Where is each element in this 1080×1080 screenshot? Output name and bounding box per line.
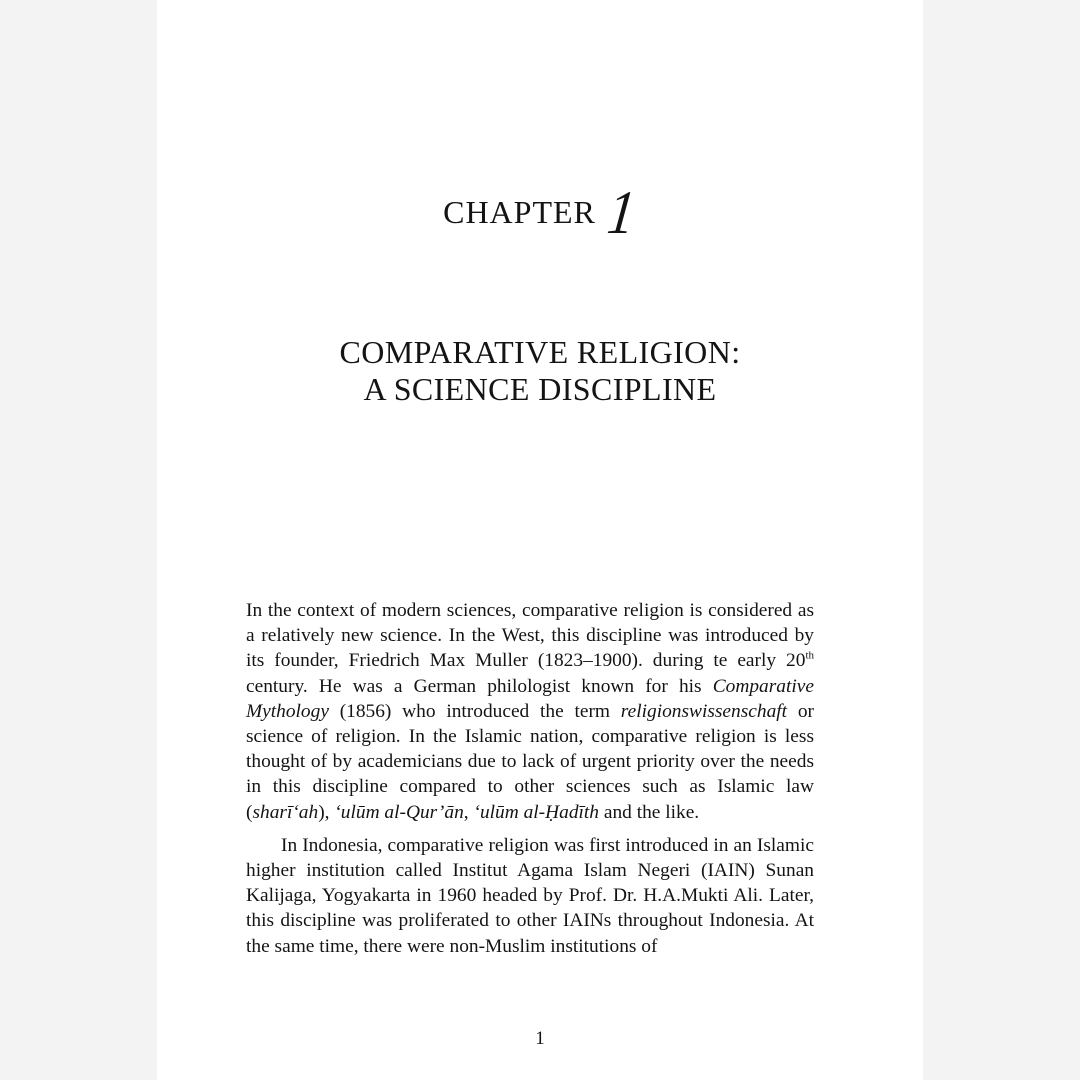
book-title: Comparative Mythology (246, 675, 814, 722)
paragraph-1-text: , (463, 801, 474, 823)
paragraph-1 (246, 598, 814, 825)
body-text (246, 598, 814, 959)
chapter-title-line-1: COMPARATIVE RELIGION: (339, 334, 741, 370)
chapter-label: CHAPTER (443, 194, 596, 230)
paragraph-2: In Indonesia, comparative religion was first introduced in an Islamic higher institution called Institut Agama Islam Negeri (IAIN) Sunan Kalijaga, Yogyakarta in 1960 headed by Prof. Dr. H.A.Mukti Ali. Later, this discipline was proliferated to other IAINs throughout Indonesia. At the same time, there were non-Muslim institutions of (246, 834, 814, 957)
page-number: 1 (535, 1028, 545, 1049)
paragraph-1-text: or science of religion. In the Islamic nation, comparative religion is less thought of by academicians due to lack of urgent priority over the needs in this discipline compared to other sciences such as Islamic law ( (246, 700, 814, 823)
paragraph-1-text: In the context of modern sciences, comparative religion is considered as a relatively new science. In the West, this discipline was introduced by its founder, Friedrich Max Muller (1823–1900). during te early 20 (246, 600, 814, 672)
chapter-title-line-2: A SCIENCE DISCIPLINE (363, 371, 717, 407)
paragraph-1-text: century. He was a German philologist known for his (246, 675, 713, 697)
superscript: th (805, 649, 814, 662)
italic-term: religionswissenschaft (620, 700, 788, 722)
italic-term: sharī‘ah (252, 801, 319, 823)
paragraph-1-text: (1856) who introduced the term (328, 700, 621, 722)
chapter-heading (157, 179, 923, 247)
paragraph-1-text: and the like. (599, 801, 700, 823)
paragraph-1-text: ), (318, 801, 335, 823)
book-page (157, 0, 923, 1080)
italic-term: ‘ulūm al-Ḥadīth (473, 801, 599, 823)
italic-term: ‘ulūm al-Qur’ān (334, 801, 464, 823)
chapter-number: 1 (604, 179, 639, 247)
chapter-title (157, 334, 923, 408)
